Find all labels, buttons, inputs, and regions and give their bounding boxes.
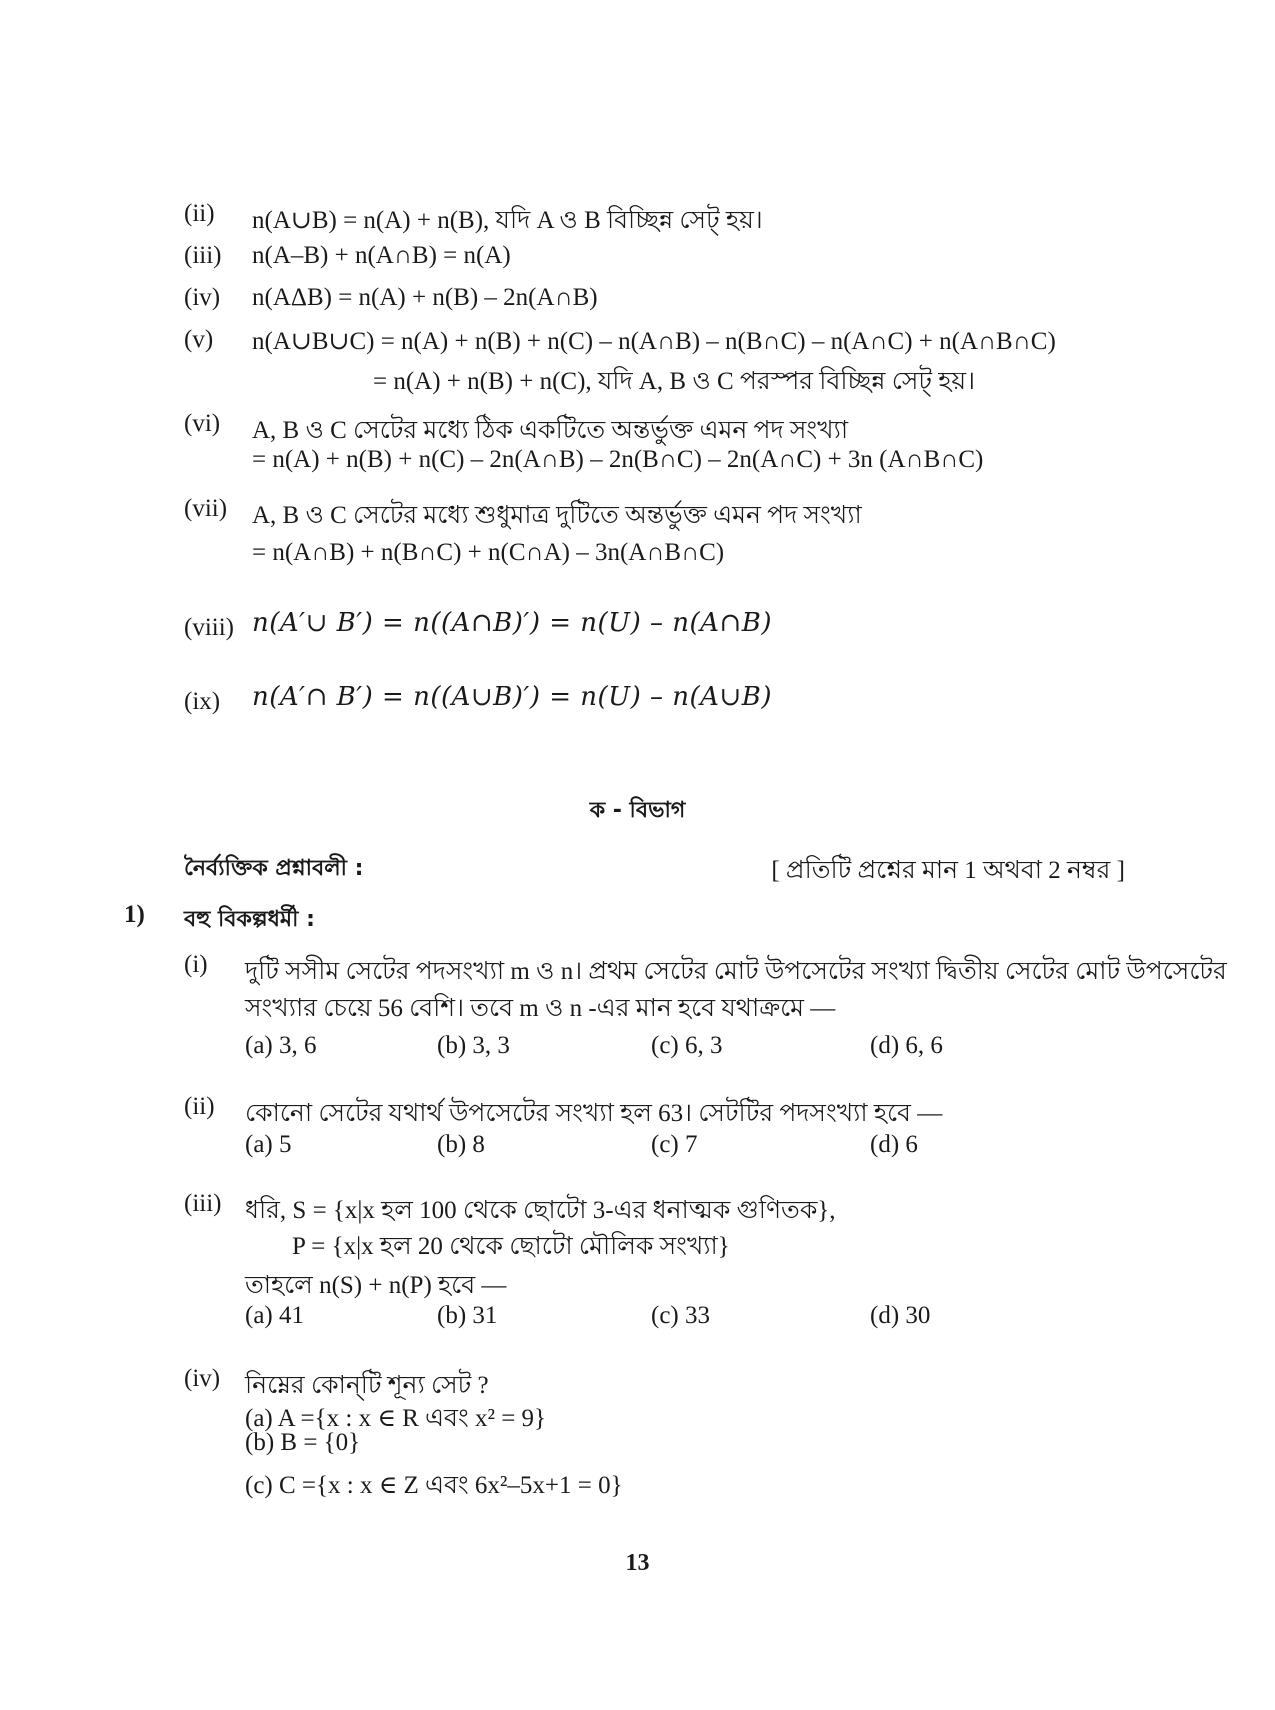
formula-text-cont: = n(A∩B) + n(B∩C) + n(C∩A) – 3n(A∩B∩C)	[252, 539, 725, 566]
option-d: (d) 6, 6	[870, 1032, 943, 1059]
question-title: বহু বিকল্পধর্মী :	[184, 907, 315, 932]
marks-note: [ প্রতিটি প্রশ্নের মান 1 অথবা 2 নম্বর ]	[771, 857, 1125, 884]
formula-text: A, B ও C সেটের মধ্যে শুধুমাত্র দুটিতে অন্তর্ভুক্ত এমন পদ সংখ্যা	[252, 502, 862, 529]
subquestion-text: কোনো সেটের যথার্থ উপসেটের সংখ্যা হল 63। সেটটির পদসংখ্যা হবে —	[245, 1100, 943, 1127]
formula-text: n(A′∪ B′) = n((A∩B)′) = n(U) – n(A∩B)	[252, 608, 772, 638]
formula-num: (iv)	[184, 284, 221, 311]
subquestion-text: ধরি, S = {x|x হল 100 থেকে ছোটো 3-এর ধনাত্মক গুণিতক},	[245, 1197, 836, 1224]
formula-num: (vi)	[184, 410, 221, 437]
option-d: (d) 6	[870, 1131, 918, 1158]
option-c: (c) 33	[651, 1302, 710, 1329]
subquestion-text: P = {x|x হল 20 থেকে ছোটো মৌলিক সংখ্যা}	[292, 1233, 730, 1260]
formula-text: n(A∪B∪C) = n(A) + n(B) + n(C) – n(A∩B) – n(B∩C) – n(A∩C) + n(A∩B∩C)	[252, 328, 1056, 355]
formula-num: (iii)	[184, 242, 222, 269]
option-c: (c) C ={x : x ∈ Z এবং 6x²–5x+1 = 0}	[245, 1472, 623, 1499]
formula-num: (ii)	[184, 200, 215, 227]
question-number: 1)	[124, 901, 145, 928]
option-d: (d) 30	[870, 1302, 931, 1329]
subquestion-text: দুটি সসীম সেটের পদসংখ্যা m ও n। প্রথম সেটের মোট উপসেটের সংখ্যা দ্বিতীয় সেটের মোট উপসেটের	[245, 958, 1227, 985]
formula-num: (v)	[184, 326, 214, 353]
option-b: (b) 3, 3	[437, 1032, 510, 1059]
subquestion-text: সংখ্যার চেয়ে 56 বেশি। তবে m ও n -এর মান হবে যথাক্রমে —	[245, 995, 836, 1022]
option-a: (a) 5	[245, 1131, 292, 1158]
option-b: (b) 31	[437, 1302, 498, 1329]
subquestion-num: (ii)	[184, 1093, 215, 1120]
formula-text-cont: = n(A) + n(B) + n(C) – 2n(A∩B) – 2n(B∩C) – 2n(A∩C) + 3n (A∩B∩C)	[252, 446, 984, 473]
subquestion-num: (iv)	[184, 1365, 221, 1392]
page-number: 13	[625, 1550, 650, 1576]
subquestion-text: তাহলে n(S) + n(P) হবে —	[245, 1272, 507, 1299]
formula-text: A, B ও C সেটের মধ্যে ঠিক একটিতে অন্তর্ভুক্ত এমন পদ সংখ্যা	[252, 417, 849, 444]
option-c: (c) 6, 3	[651, 1032, 723, 1059]
formula-num: (ix)	[184, 688, 221, 715]
option-a: (a) A ={x : x ∈ R এবং x² = 9}	[245, 1405, 547, 1432]
subquestion-num: (iii)	[184, 1190, 222, 1217]
formula-text-cont: = n(A) + n(B) + n(C), যদি A, B ও C পরস্পর বিচ্ছিন্ন সেট্ হয়।	[373, 368, 976, 395]
formula-text: n(A–B) + n(A∩B) = n(A)	[252, 242, 511, 269]
option-a: (a) 3, 6	[245, 1032, 317, 1059]
subquestion-num: (i)	[184, 951, 208, 978]
option-b: (b) 8	[437, 1131, 485, 1158]
formula-text: n(A∪B) = n(A) + n(B), যদি A ও B বিচ্ছিন্ন সেট্ হয়।	[252, 207, 763, 234]
formula-text: n(A′∩ B′) = n((A∪B)′) = n(U) – n(A∪B)	[252, 682, 772, 712]
option-c: (c) 7	[651, 1131, 698, 1158]
subquestion-text: নিম্নের কোন্‌টি শূন্য সেট ?	[245, 1372, 489, 1399]
option-a: (a) 41	[245, 1302, 304, 1329]
section-title: ক - বিভাগ	[589, 798, 686, 823]
option-b: (b) B = {0}	[245, 1429, 361, 1456]
formula-num: (viii)	[184, 614, 234, 641]
formula-text: n(AΔB) = n(A) + n(B) – 2n(A∩B)	[252, 284, 598, 311]
section-subtitle: নৈর্ব্যক্তিক প্রশ্নাবলী :	[184, 856, 364, 881]
formula-num: (vii)	[184, 495, 228, 522]
